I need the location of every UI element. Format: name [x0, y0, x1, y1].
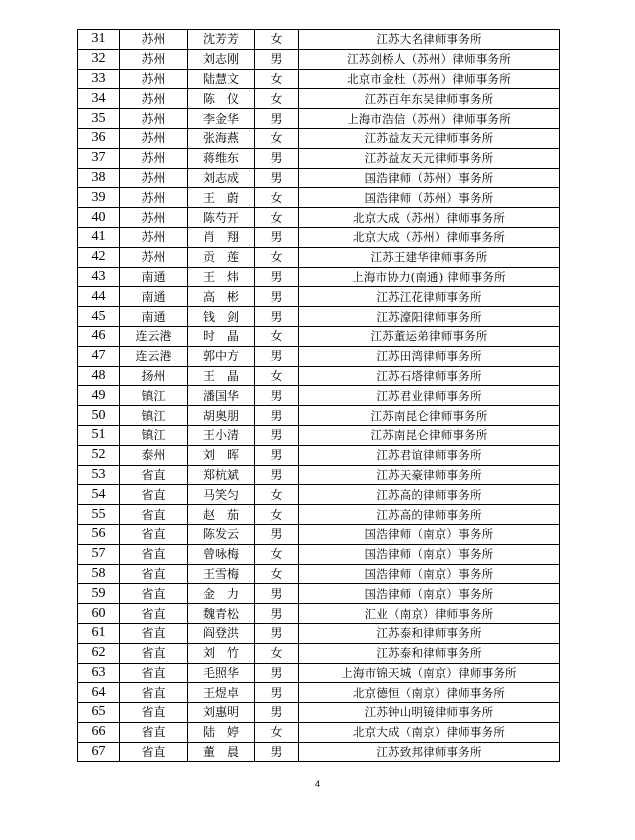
name-cell: 王雪梅	[188, 564, 255, 584]
name-cell: 毛照华	[188, 663, 255, 683]
gender-cell: 男	[255, 425, 299, 445]
row-number-cell: 58	[78, 564, 120, 584]
law-firm-cell: 江苏君谊律师事务所	[299, 445, 560, 465]
table-row	[78, 623, 560, 643]
law-firm-cell: 江苏泰和律师事务所	[299, 643, 560, 663]
name-cell: 王小清	[188, 425, 255, 445]
region-cell: 省直	[120, 465, 188, 485]
law-firm-cell: 江苏高的律师事务所	[299, 485, 560, 505]
table-row	[78, 208, 560, 228]
row-number-cell: 44	[78, 287, 120, 307]
region-cell: 苏州	[120, 128, 188, 148]
law-firm-cell: 国浩律师（南京）事务所	[299, 524, 560, 544]
law-firm-cell: 江苏王建华律师事务所	[299, 247, 560, 267]
law-firm-cell: 国浩律师（南京）事务所	[299, 584, 560, 604]
row-number-cell: 51	[78, 425, 120, 445]
gender-cell: 女	[255, 326, 299, 346]
row-number-cell: 60	[78, 604, 120, 624]
table-row	[78, 524, 560, 544]
gender-cell: 男	[255, 227, 299, 247]
row-number-cell: 55	[78, 505, 120, 525]
gender-cell: 男	[255, 683, 299, 703]
region-cell: 扬州	[120, 366, 188, 386]
region-cell: 镇江	[120, 406, 188, 426]
table-row	[78, 267, 560, 287]
row-number-cell: 66	[78, 722, 120, 742]
region-cell: 省直	[120, 604, 188, 624]
gender-cell: 男	[255, 287, 299, 307]
table-row	[78, 663, 560, 683]
name-cell: 钱 剑	[188, 307, 255, 327]
region-cell: 连云港	[120, 326, 188, 346]
row-number-cell: 47	[78, 346, 120, 366]
law-firm-cell: 江苏益友天元律师事务所	[299, 148, 560, 168]
law-firm-cell: 江苏益友天元律师事务所	[299, 128, 560, 148]
region-cell: 省直	[120, 742, 188, 762]
gender-cell: 女	[255, 544, 299, 564]
row-number-cell: 38	[78, 168, 120, 188]
name-cell: 陆慧文	[188, 69, 255, 89]
table-row	[78, 425, 560, 445]
law-firm-cell: 江苏剑桥人（苏州）律师事务所	[299, 49, 560, 69]
gender-cell: 男	[255, 663, 299, 683]
region-cell: 省直	[120, 564, 188, 584]
table-row	[78, 247, 560, 267]
name-cell: 王 晶	[188, 366, 255, 386]
row-number-cell: 33	[78, 69, 120, 89]
gender-cell: 男	[255, 168, 299, 188]
law-firm-cell: 北京市金杜（苏州）律师事务所	[299, 69, 560, 89]
row-number-cell: 41	[78, 227, 120, 247]
region-cell: 省直	[120, 584, 188, 604]
gender-cell: 男	[255, 406, 299, 426]
region-cell: 泰州	[120, 445, 188, 465]
gender-cell: 男	[255, 445, 299, 465]
row-number-cell: 57	[78, 544, 120, 564]
gender-cell: 男	[255, 109, 299, 129]
row-number-cell: 32	[78, 49, 120, 69]
gender-cell: 男	[255, 465, 299, 485]
row-number-cell: 64	[78, 683, 120, 703]
region-cell: 苏州	[120, 208, 188, 228]
row-number-cell: 48	[78, 366, 120, 386]
name-cell: 贡 莲	[188, 247, 255, 267]
gender-cell: 女	[255, 564, 299, 584]
law-firm-cell: 江苏钟山明镜律师事务所	[299, 703, 560, 723]
name-cell: 刘 竹	[188, 643, 255, 663]
law-firm-cell: 北京大成（苏州）律师事务所	[299, 227, 560, 247]
name-cell: 张海燕	[188, 128, 255, 148]
row-number-cell: 45	[78, 307, 120, 327]
table-row	[78, 505, 560, 525]
law-firm-cell: 江苏天豪律师事务所	[299, 465, 560, 485]
region-cell: 省直	[120, 683, 188, 703]
row-number-cell: 37	[78, 148, 120, 168]
table-row	[78, 485, 560, 505]
table-row	[78, 287, 560, 307]
region-cell: 省直	[120, 663, 188, 683]
table-row	[78, 643, 560, 663]
region-cell: 南通	[120, 307, 188, 327]
row-number-cell: 65	[78, 703, 120, 723]
table-row	[78, 89, 560, 109]
law-firm-cell: 国浩律师（南京）事务所	[299, 544, 560, 564]
table-row	[78, 109, 560, 129]
name-cell: 王 蔚	[188, 188, 255, 208]
region-cell: 苏州	[120, 227, 188, 247]
table-row	[78, 148, 560, 168]
name-cell: 时 晶	[188, 326, 255, 346]
region-cell: 省直	[120, 485, 188, 505]
table-row	[78, 307, 560, 327]
name-cell: 刘志刚	[188, 49, 255, 69]
name-cell: 胡奥朋	[188, 406, 255, 426]
gender-cell: 男	[255, 604, 299, 624]
region-cell: 苏州	[120, 188, 188, 208]
table-row	[78, 742, 560, 762]
table-row	[78, 128, 560, 148]
name-cell: 陈发云	[188, 524, 255, 544]
row-number-cell: 35	[78, 109, 120, 129]
law-firm-cell: 江苏泰和律师事务所	[299, 623, 560, 643]
law-firm-cell: 国浩律师（苏州）事务所	[299, 168, 560, 188]
gender-cell: 女	[255, 128, 299, 148]
row-number-cell: 54	[78, 485, 120, 505]
region-cell: 省直	[120, 623, 188, 643]
law-firm-cell: 国浩律师（苏州）事务所	[299, 188, 560, 208]
gender-cell: 男	[255, 307, 299, 327]
row-number-cell: 43	[78, 267, 120, 287]
gender-cell: 男	[255, 703, 299, 723]
gender-cell: 男	[255, 742, 299, 762]
region-cell: 省直	[120, 722, 188, 742]
name-cell: 陆 婷	[188, 722, 255, 742]
region-cell: 苏州	[120, 89, 188, 109]
law-firm-cell: 北京大成（苏州）律师事务所	[299, 208, 560, 228]
law-firm-cell: 国浩律师（南京）事务所	[299, 564, 560, 584]
name-cell: 阎登洪	[188, 623, 255, 643]
lawyer-table-body	[78, 30, 560, 762]
law-firm-cell: 江苏大名律师事务所	[299, 30, 560, 50]
region-cell: 南通	[120, 267, 188, 287]
region-cell: 苏州	[120, 69, 188, 89]
table-row	[78, 584, 560, 604]
row-number-cell: 49	[78, 386, 120, 406]
law-firm-cell: 北京德恒（南京）律师事务所	[299, 683, 560, 703]
row-number-cell: 42	[78, 247, 120, 267]
table-row	[78, 406, 560, 426]
gender-cell: 女	[255, 722, 299, 742]
table-row	[78, 564, 560, 584]
name-cell: 刘 晖	[188, 445, 255, 465]
region-cell: 苏州	[120, 109, 188, 129]
name-cell: 郑杭斌	[188, 465, 255, 485]
law-firm-cell: 上海市协力(南通) 律师事务所	[299, 267, 560, 287]
gender-cell: 女	[255, 247, 299, 267]
row-number-cell: 62	[78, 643, 120, 663]
name-cell: 马笑匀	[188, 485, 255, 505]
law-firm-cell: 江苏致邦律师事务所	[299, 742, 560, 762]
gender-cell: 男	[255, 49, 299, 69]
region-cell: 苏州	[120, 30, 188, 50]
region-cell: 苏州	[120, 148, 188, 168]
gender-cell: 女	[255, 30, 299, 50]
row-number-cell: 50	[78, 406, 120, 426]
row-number-cell: 46	[78, 326, 120, 346]
table-row	[78, 604, 560, 624]
name-cell: 刘志成	[188, 168, 255, 188]
gender-cell: 女	[255, 366, 299, 386]
table-row	[78, 168, 560, 188]
law-firm-cell: 江苏田湾律师事务所	[299, 346, 560, 366]
law-firm-cell: 江苏君业律师事务所	[299, 386, 560, 406]
gender-cell: 女	[255, 485, 299, 505]
gender-cell: 男	[255, 267, 299, 287]
row-number-cell: 40	[78, 208, 120, 228]
name-cell: 赵 茄	[188, 505, 255, 525]
name-cell: 李金华	[188, 109, 255, 129]
region-cell: 镇江	[120, 425, 188, 445]
row-number-cell: 56	[78, 524, 120, 544]
region-cell: 省直	[120, 544, 188, 564]
table-row	[78, 49, 560, 69]
gender-cell: 女	[255, 208, 299, 228]
name-cell: 郭中方	[188, 346, 255, 366]
row-number-cell: 36	[78, 128, 120, 148]
table-row	[78, 722, 560, 742]
row-number-cell: 61	[78, 623, 120, 643]
table-row	[78, 326, 560, 346]
table-row	[78, 188, 560, 208]
table-row	[78, 30, 560, 50]
gender-cell: 女	[255, 505, 299, 525]
row-number-cell: 53	[78, 465, 120, 485]
region-cell: 镇江	[120, 386, 188, 406]
name-cell: 董 晨	[188, 742, 255, 762]
name-cell: 王煜卓	[188, 683, 255, 703]
gender-cell: 男	[255, 386, 299, 406]
row-number-cell: 63	[78, 663, 120, 683]
name-cell: 沈芳芳	[188, 30, 255, 50]
gender-cell: 女	[255, 188, 299, 208]
table-row	[78, 346, 560, 366]
law-firm-cell: 江苏百年东吴律师事务所	[299, 89, 560, 109]
gender-cell: 男	[255, 148, 299, 168]
row-number-cell: 34	[78, 89, 120, 109]
name-cell: 王 炜	[188, 267, 255, 287]
row-number-cell: 31	[78, 30, 120, 50]
region-cell: 省直	[120, 703, 188, 723]
table-row	[78, 703, 560, 723]
row-number-cell: 59	[78, 584, 120, 604]
table-row	[78, 69, 560, 89]
name-cell: 陈 仪	[188, 89, 255, 109]
row-number-cell: 67	[78, 742, 120, 762]
table-row	[78, 366, 560, 386]
region-cell: 省直	[120, 643, 188, 663]
table-row	[78, 465, 560, 485]
name-cell: 潘国华	[188, 386, 255, 406]
region-cell: 南通	[120, 287, 188, 307]
law-firm-cell: 江苏董运弟律师事务所	[299, 326, 560, 346]
law-firm-cell: 北京大成（南京）律师事务所	[299, 722, 560, 742]
law-firm-cell: 江苏石塔律师事务所	[299, 366, 560, 386]
region-cell: 苏州	[120, 168, 188, 188]
gender-cell: 男	[255, 623, 299, 643]
law-firm-cell: 汇业（南京）律师事务所	[299, 604, 560, 624]
gender-cell: 女	[255, 89, 299, 109]
name-cell: 高 彬	[188, 287, 255, 307]
name-cell: 曾咏梅	[188, 544, 255, 564]
law-firm-cell: 江苏高的律师事务所	[299, 505, 560, 525]
name-cell: 金 力	[188, 584, 255, 604]
row-number-cell: 39	[78, 188, 120, 208]
table-row	[78, 445, 560, 465]
table-row	[78, 227, 560, 247]
table-row	[78, 544, 560, 564]
law-firm-cell: 江苏江花律师事务所	[299, 287, 560, 307]
name-cell: 肖 翔	[188, 227, 255, 247]
name-cell: 刘惠明	[188, 703, 255, 723]
law-firm-cell: 江苏濠阳律师事务所	[299, 307, 560, 327]
gender-cell: 男	[255, 346, 299, 366]
gender-cell: 男	[255, 584, 299, 604]
region-cell: 苏州	[120, 247, 188, 267]
region-cell: 苏州	[120, 49, 188, 69]
gender-cell: 男	[255, 524, 299, 544]
law-firm-cell: 江苏南昆仑律师事务所	[299, 406, 560, 426]
row-number-cell: 52	[78, 445, 120, 465]
name-cell: 魏青松	[188, 604, 255, 624]
region-cell: 连云港	[120, 346, 188, 366]
law-firm-cell: 上海市浩信（苏州）律师事务所	[299, 109, 560, 129]
region-cell: 省直	[120, 505, 188, 525]
table-row	[78, 683, 560, 703]
lawyer-table	[77, 29, 560, 762]
law-firm-cell: 上海市锦天城（南京）律师事务所	[299, 663, 560, 683]
gender-cell: 女	[255, 69, 299, 89]
law-firm-cell: 江苏南昆仑律师事务所	[299, 425, 560, 445]
table-row	[78, 386, 560, 406]
name-cell: 陈芍开	[188, 208, 255, 228]
page-number: 4	[314, 779, 320, 789]
name-cell: 蒋维东	[188, 148, 255, 168]
gender-cell: 女	[255, 643, 299, 663]
region-cell: 省直	[120, 524, 188, 544]
